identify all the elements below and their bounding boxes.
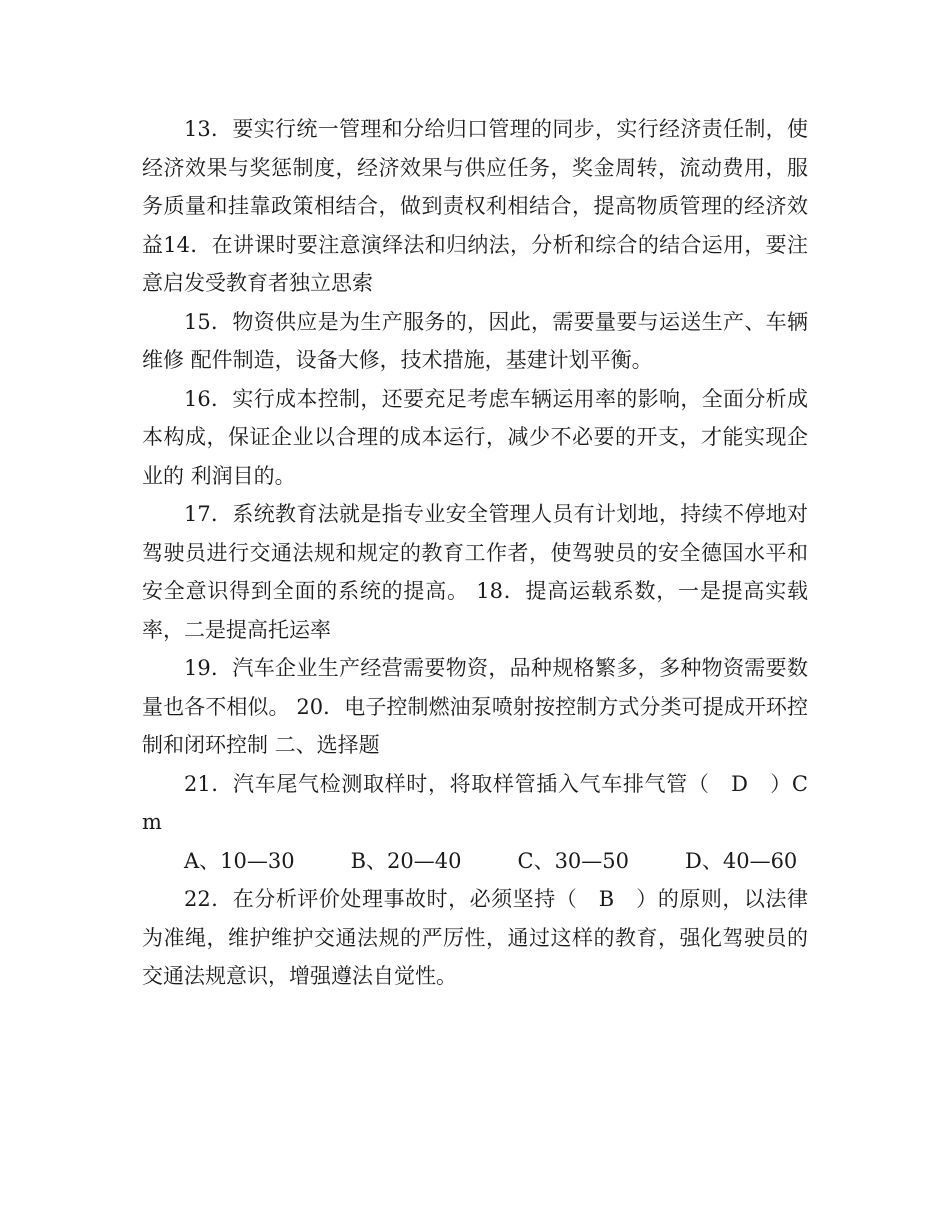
question-21-options [142,842,808,881]
option-b: B、20—40 [350,848,462,873]
question-21: 21．汽车尾气检测取样时，将取样管插入气车排气管（ D ）Cm [142,771,808,834]
option-c: C、30—50 [517,848,630,873]
option-d: D、40—60 [685,848,798,873]
paragraph-13-14: 13．要实行统一管理和分给归口管理的同步，实行经济责任制，使经济效果与奖惩制度，经济效果与供应任务，奖金周转，流动费用，服务质量和挂靠政策相结合，做到责权利相结合，提高物质管理的经济效益14．在讲课时要注意演绎法和归纳法，分析和综合的结合运用，要注意启发受教育者独立思索 [142,117,808,295]
question-22: 22．在分析评价处理事故时，必须坚持（ B ）的原则，以法律为准绳，维护维护交通法规的严厉性，通过这样的教育，强化驾驶员的交通法规意识，增强遵法自觉性。 [142,887,808,988]
paragraph-16: 16．实行成本控制，还要充足考虑车辆运用率的影响，全面分析成本构成，保证企业以合理的成本运行，减少不必要的开支，才能实现企业的 利润目的。 [142,386,808,488]
paragraph-15: 15．物资供应是为生产服务的，因此，需要量要与运送生产、车辆维修 配件制造，设备大修，技术措施，基建计划平衡。 [142,309,808,372]
option-a: A、10—30 [184,848,295,873]
document-body [142,110,808,996]
paragraph-19-20: 19．汽车企业生产经营需要物资，品种规格繁多，多种物资需要数量也各不相似。 20．电子控制燃油泵喷射按控制方式分类可提成开环控制和闭环控制 二、选择题 [142,656,808,757]
paragraph-17-18: 17．系统教育法就是指专业安全管理人员有计划地，持续不停地对驾驶员进行交通法规和规定的教育工作者，使驾驶员的安全德国水平和安全意识得到全面的系统的提高。 18．提高运载系数，一是提高实载率，二是提高托运率 [142,502,808,642]
